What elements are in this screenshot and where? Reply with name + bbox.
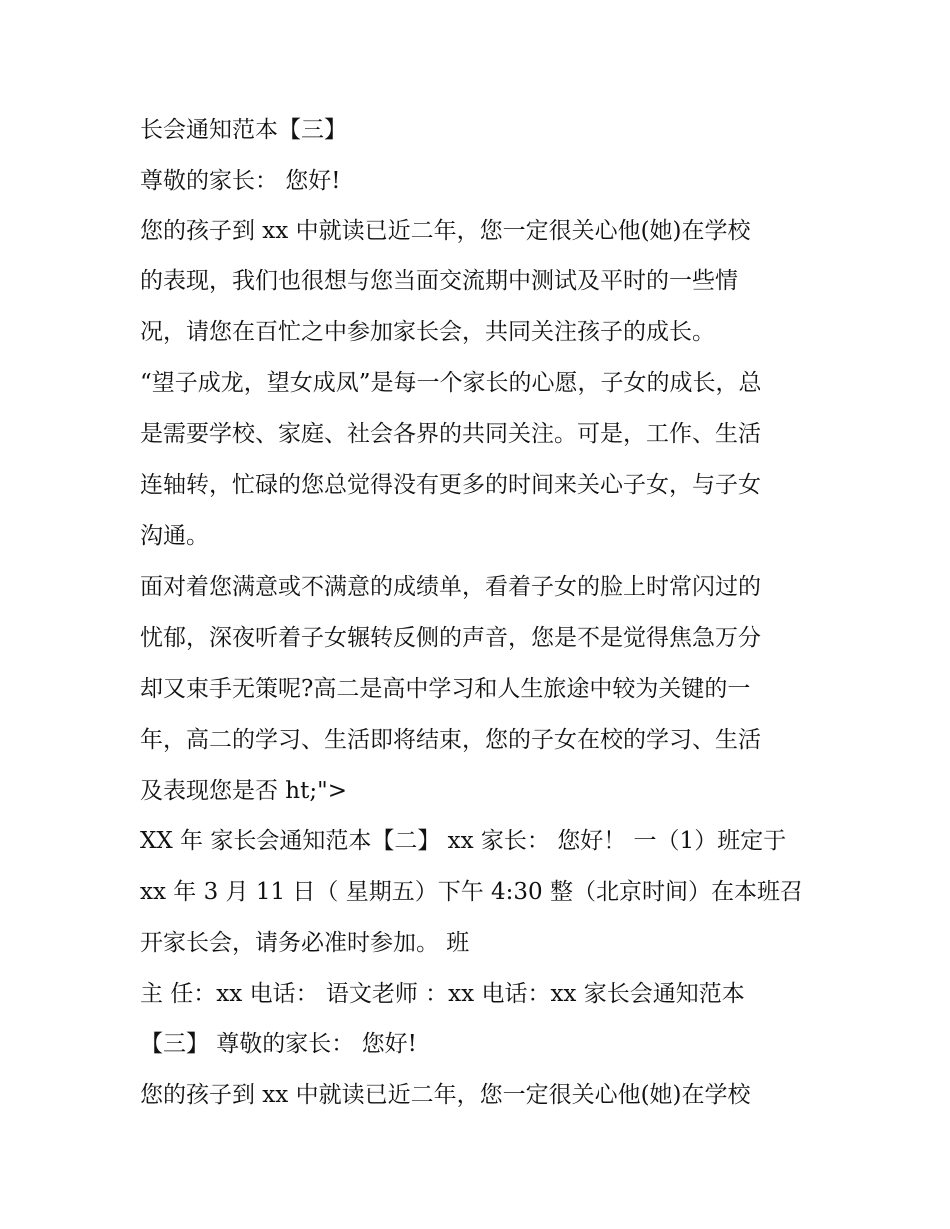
text-line: XX 年 家长会通知范本【二】 xx 家长： 您好！ 一（1）班定于 [140, 828, 787, 854]
text-line: 况，请您在百忙之中参加家长会，共同关注孩子的成长。 [140, 319, 715, 345]
text-line: 忧郁，深夜听着子女辗转反侧的声音，您是不是觉得焦急万分 [140, 625, 761, 651]
text-line: 尊敬的家长： 您好! [140, 168, 341, 194]
text-line: 沟通。 [140, 523, 209, 549]
text-line: 的表现，我们也很想与您当面交流期中测试及平时的一些情 [140, 268, 738, 294]
text-line: 年，高二的学习、生活即将结束，您的子女在校的学习、生活 [140, 727, 761, 753]
text-line: 面对着您满意或不满意的成绩单，看着子女的脸上时常闪过的 [140, 574, 761, 600]
text-line: 却又束手无策呢?高二是高中学习和人生旅途中较为关键的一 [140, 676, 751, 702]
text-line: 您的孩子到 xx 中就读已近二年，您一定很关心他(她)在学校 [140, 1082, 751, 1108]
text-line: 长会通知范本【三】 [140, 117, 347, 143]
text-line: xx 年 3 月 11 日（ 星期五）下午 4:30 整（北京时间）在本班召 [140, 879, 803, 905]
text-line: “望子成龙，望女成凤”是每一个家长的心愿，子女的成长，总 [140, 370, 762, 396]
text-line: 连轴转，忙碌的您总觉得没有更多的时间来关心子女，与子女 [140, 472, 761, 498]
text-line: 您的孩子到 xx 中就读已近二年，您一定很关心他(她)在学校 [140, 218, 751, 244]
text-line: 主 任：xx 电话： 语文老师 ：xx 电话：xx 家长会通知范本 [140, 981, 745, 1007]
text-line: 及表现您是否 ht;"> [140, 778, 347, 804]
text-line: 开家长会，请务必准时参加。 班 [140, 930, 470, 956]
text-line: 是需要学校、家庭、社会各界的共同关注。可是，工作、生活 [140, 421, 761, 447]
text-line: 【三】 尊敬的家长： 您好! [140, 1031, 417, 1057]
